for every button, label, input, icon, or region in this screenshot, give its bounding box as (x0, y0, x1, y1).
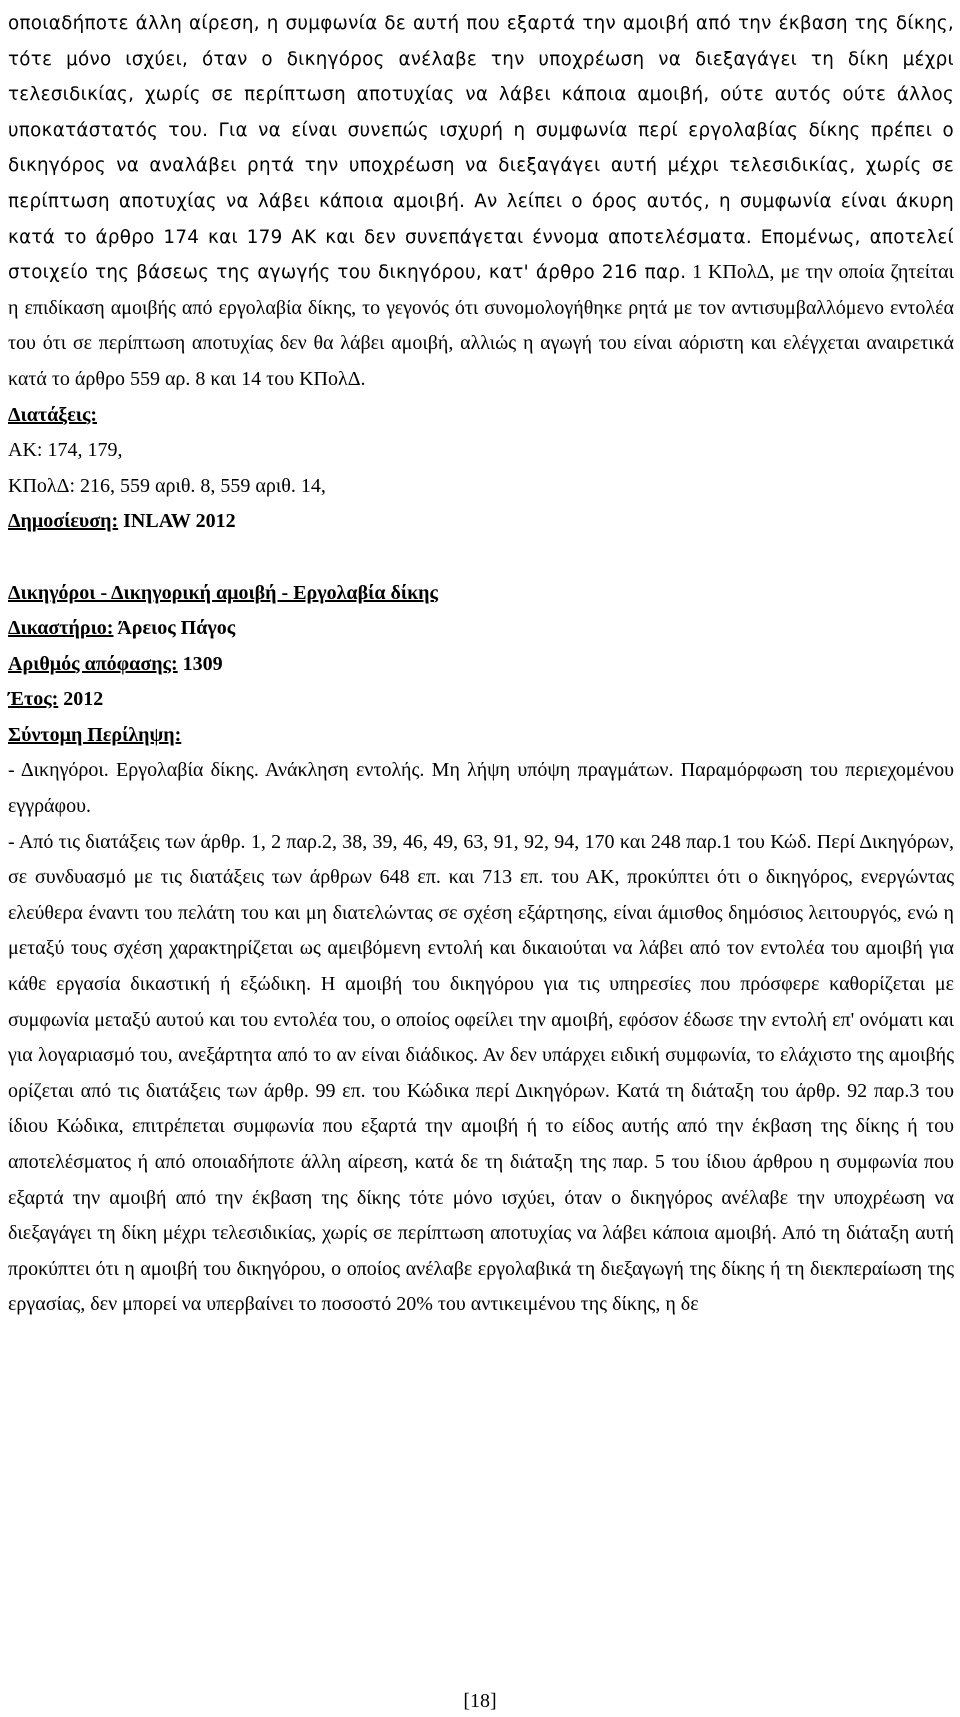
provisions-line: ΚΠολΔ: 216, 559 αριθ. 8, 559 αριθ. 14, (8, 474, 326, 497)
year-label: Έτος: (8, 688, 59, 711)
continuation-text-sans: οποιαδήποτε άλλη αίρεση, η συμφωνία δε αυτή που εξαρτά την αμοιβή από την έκβαση της δίκης, τότε μόνο ισχύει, όταν ο δικηγόρος ανέλαβε την υποχρέωση να διεξαγάγει τη δίκη μέχρι τελεσιδικίας, χωρίς σε περίπτωση αποτυχίας να λάβει κάποια αμοιβή, ούτε αυτός ούτε άλλος υποκατάστατός του. Για να είναι συνεπώς ισχυρή η συμφωνία περί εργολαβίας δίκης πρέπει ο δικηγόρος να αναλάβει ρητά την υποχρέωση να διεξαγάγει αυτή μέχρι τελεσιδικίας, χωρίς σε περίπτωση αποτυχίας να λάβει κάποια αμοιβή. Αν λείπει ο όρος αυτός, η συμφωνία είναι άκυρη κατά το άρθρο 174 και 179 ΑΚ και δεν συνεπάγεται έννομα αποτελέσματα. Επομένως, αποτελεί στοιχείο της βάσεως της αγωγής του δικηγόρου, κατ' άρθρο 216 παρ. (8, 13, 954, 284)
summary-paragraph: - Δικηγόροι. Εργολαβία δίκης. Ανάκληση εντολής. Μη λήψη υπόψη πραγμάτων. Παραμόρφωση του περιεχομένου εγγράφου. (8, 759, 954, 818)
court-value: Άρειος Πάγος (113, 617, 236, 640)
page-content (8, 6, 954, 1323)
publication-label: Δημοσίευση: (8, 510, 119, 533)
decision-number-line (8, 647, 954, 683)
court-label: Δικαστήριο: (8, 617, 114, 640)
summary-paragraph: - Από τις διατάξεις των άρθρ. 1, 2 παρ.2, 38, 39, 46, 49, 63, 91, 92, 94, 170 και 248 παρ.1 του Κώδ. Περί Δικηγόρων, σε συνδυασμό με τις διατάξεις των άρθρων 648 επ. και 713 επ. του ΑΚ, προκύπτει ότι ο δικηγόρος, ενεργώντας ελεύθερα έναντι του πελάτη του και μη διατελώντας σε σχέση εξάρτησης, είναι άμισθος δημόσιος λειτουργός, ενώ η μεταξύ τους σχέση χαρακτηρίζεται ως αμειβόμενη εντολή και δικαιούται να λάβει από τον εντολέα του αμοιβή για κάθε εργασία δικαστική ή εξώδικη. Η αμοιβή του δικηγόρου για τις υπηρεσίες που πρόσφερε καθορίζεται με συμφωνία μεταξύ αυτού και του εντολέα του, ο οποίος οφείλει την αμοιβή, εφόσον έδωσε την εντολή επ' ονόματι και για λογαριασμό του, ανεξάρτητα από το αν είναι διάδικος. Αν δεν υπάρχει ειδική συμφωνία, το ελάχιστο της αμοιβής ορίζεται από τις διατάξεις των άρθρ. 99 επ. του Κώδικα περί Δικηγόρων. Κατά τη διάταξη του άρθρ. 92 παρ.3 του ίδιου Κώδικα, επιτρέπεται συμφωνία που εξαρτά την αμοιβή ή το είδος αυτής από την έκβαση της δίκης ή του αποτελέσματος ή από οποιαδήποτε άλλη αίρεση, κατά δε τη διάταξη της παρ. 5 του ίδιου άρθρου η συμφωνία που εξαρτά την αμοιβή από την έκβαση της δίκης τότε μόνο ισχύει, όταν ο δικηγόρος ανέλαβε την υποχρέωση να διεξαγάγει τη δίκη μέχρι τελεσιδικίας, χωρίς σε περίπτωση αποτυχίας να λάβει κάποια αμοιβή. Από τη διάταξη αυτή προκύπτει ότι η αμοιβή του δικηγόρου, ο οποίος ανέλαβε εργολαβικά τη διεξαγωγή της δίκης ή τη διεκπεραίωση της εργασίας, δεν μπορεί να υπερβαίνει το ποσοστό 20% του αντικειμένου της δίκης, η δε (8, 830, 954, 1316)
publication-value: INLAW 2012 (118, 510, 236, 533)
decision-number-value: 1309 (177, 652, 223, 675)
page-number: [18] (463, 1690, 497, 1712)
year-value: 2012 (58, 688, 104, 711)
court-line (8, 611, 954, 647)
body-paragraph (8, 6, 954, 398)
publication-line (8, 504, 954, 540)
page-footer (0, 1689, 960, 1713)
provisions-heading: Διατάξεις: (8, 403, 98, 426)
year-line (8, 682, 954, 718)
summary-heading: Σύντομη Περίληψη: (8, 723, 182, 746)
provisions-line: ΑΚ: 174, 179, (8, 439, 123, 462)
spacer (8, 540, 954, 576)
continuation-text-serif: 1 ΚΠολΔ, με την οποία ζητείται η επιδίκαση αμοιβής από εργολαβία δίκης, το γεγονός ότι συνομολογήθηκε ρητά με τον αντισυμβαλλόμενο εντολέα του ότι σε περίπτωση αποτυχίας δεν θα λάβει αμοιβή, αλλιώς η αγωγή του είναι αόριστη και ελέγχεται αναιρετικά κατά το άρθρο 559 αρ. 8 και 14 του ΚΠολΔ. (8, 261, 955, 390)
decision-number-label: Αριθμός απόφασης: (8, 652, 178, 675)
decision-title: Δικηγόροι - Δικηγορική αμοιβή - Εργολαβία δίκης (8, 581, 438, 604)
